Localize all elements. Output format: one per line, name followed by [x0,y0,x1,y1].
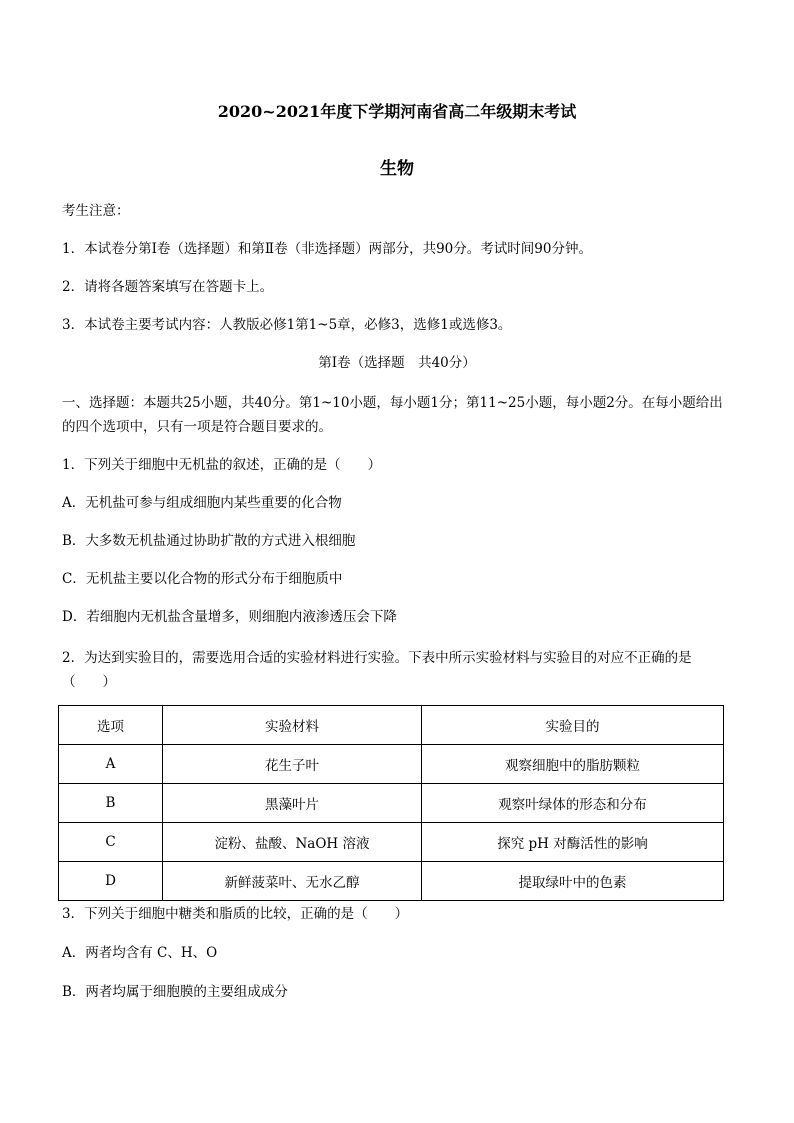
table-cell: 淀粉、盐酸、NaOH 溶液 [163,823,422,862]
table-cell: C [59,823,163,862]
q3-option-b: B．两者均属于细胞膜的主要组成成分 [62,984,288,1000]
table-cell: 新鲜菠菜叶、无水乙醇 [163,862,422,901]
table-cell: A [59,745,163,784]
section-instructions: 一、选择题：本题共25小题，共40分。第1~10小题，每小题1分；第11~25小题，每小题2分。在每小题给出的四个选项中，只有一项是符合题目要求的。 [62,395,723,435]
table-cell: 探究 pH 对酶活性的影响 [422,823,724,862]
table-header-cell: 实验材料 [163,706,422,745]
notice-item-2: 2．请将各题答案填写在答题卡上。 [62,279,274,295]
exam-title: 2020~2021年度下学期河南省高二年级期末考试 [217,102,577,121]
table-cell: 花生子叶 [163,745,422,784]
table-row [59,745,724,784]
subject-title: 生物 [380,159,414,179]
table-header-cell: 实验目的 [422,706,724,745]
q1-option-b: B．大多数无机盐通过协助扩散的方式进入根细胞 [62,533,356,549]
table-header-cell: 选项 [59,706,163,745]
notice-item-1: 1．本试卷分第Ⅰ卷（选择题）和第Ⅱ卷（非选择题）两部分，共90分。考试时间90分钟。 [62,241,592,257]
table-cell: 观察叶绿体的形态和分布 [422,784,724,823]
table-cell: 观察细胞中的脂肪颗粒 [422,745,724,784]
q1-option-c: C．无机盐主要以化合物的形式分布于细胞质中 [62,571,343,587]
table-cell: D [59,862,163,901]
section-heading: 第Ⅰ卷（选择题 共40分） [318,355,476,371]
table-cell: 黑藻叶片 [163,784,422,823]
q2-stem: 2．为达到实验目的，需要选用合适的实验材料进行实验。下表中所示实验材料与实验目的对应不正确的是（ ） [62,650,692,690]
table-row [59,862,724,901]
q3-option-a: A．两者均含有 C、H、O [62,945,218,961]
q1-option-a: A．无机盐可参与组成细胞内某些重要的化合物 [62,495,342,511]
q2-table [58,705,724,901]
q1-stem: 1．下列关于细胞中无机盐的叙述，正确的是（ ） [62,457,382,473]
table-row [59,823,724,862]
table-cell: 提取绿叶中的色素 [422,862,724,901]
table-header-row [59,706,724,745]
notice-label: 考生注意： [62,203,130,219]
q3-stem: 3．下列关于细胞中糖类和脂质的比较，正确的是（ ） [62,906,409,922]
q1-option-d: D．若细胞内无机盐含量增多，则细胞内液渗透压会下降 [62,609,397,625]
notice-item-3: 3．本试卷主要考试内容：人教版必修1第1~5章，必修3，选修1或选修3。 [62,317,512,333]
table-cell: B [59,784,163,823]
table-row [59,784,724,823]
